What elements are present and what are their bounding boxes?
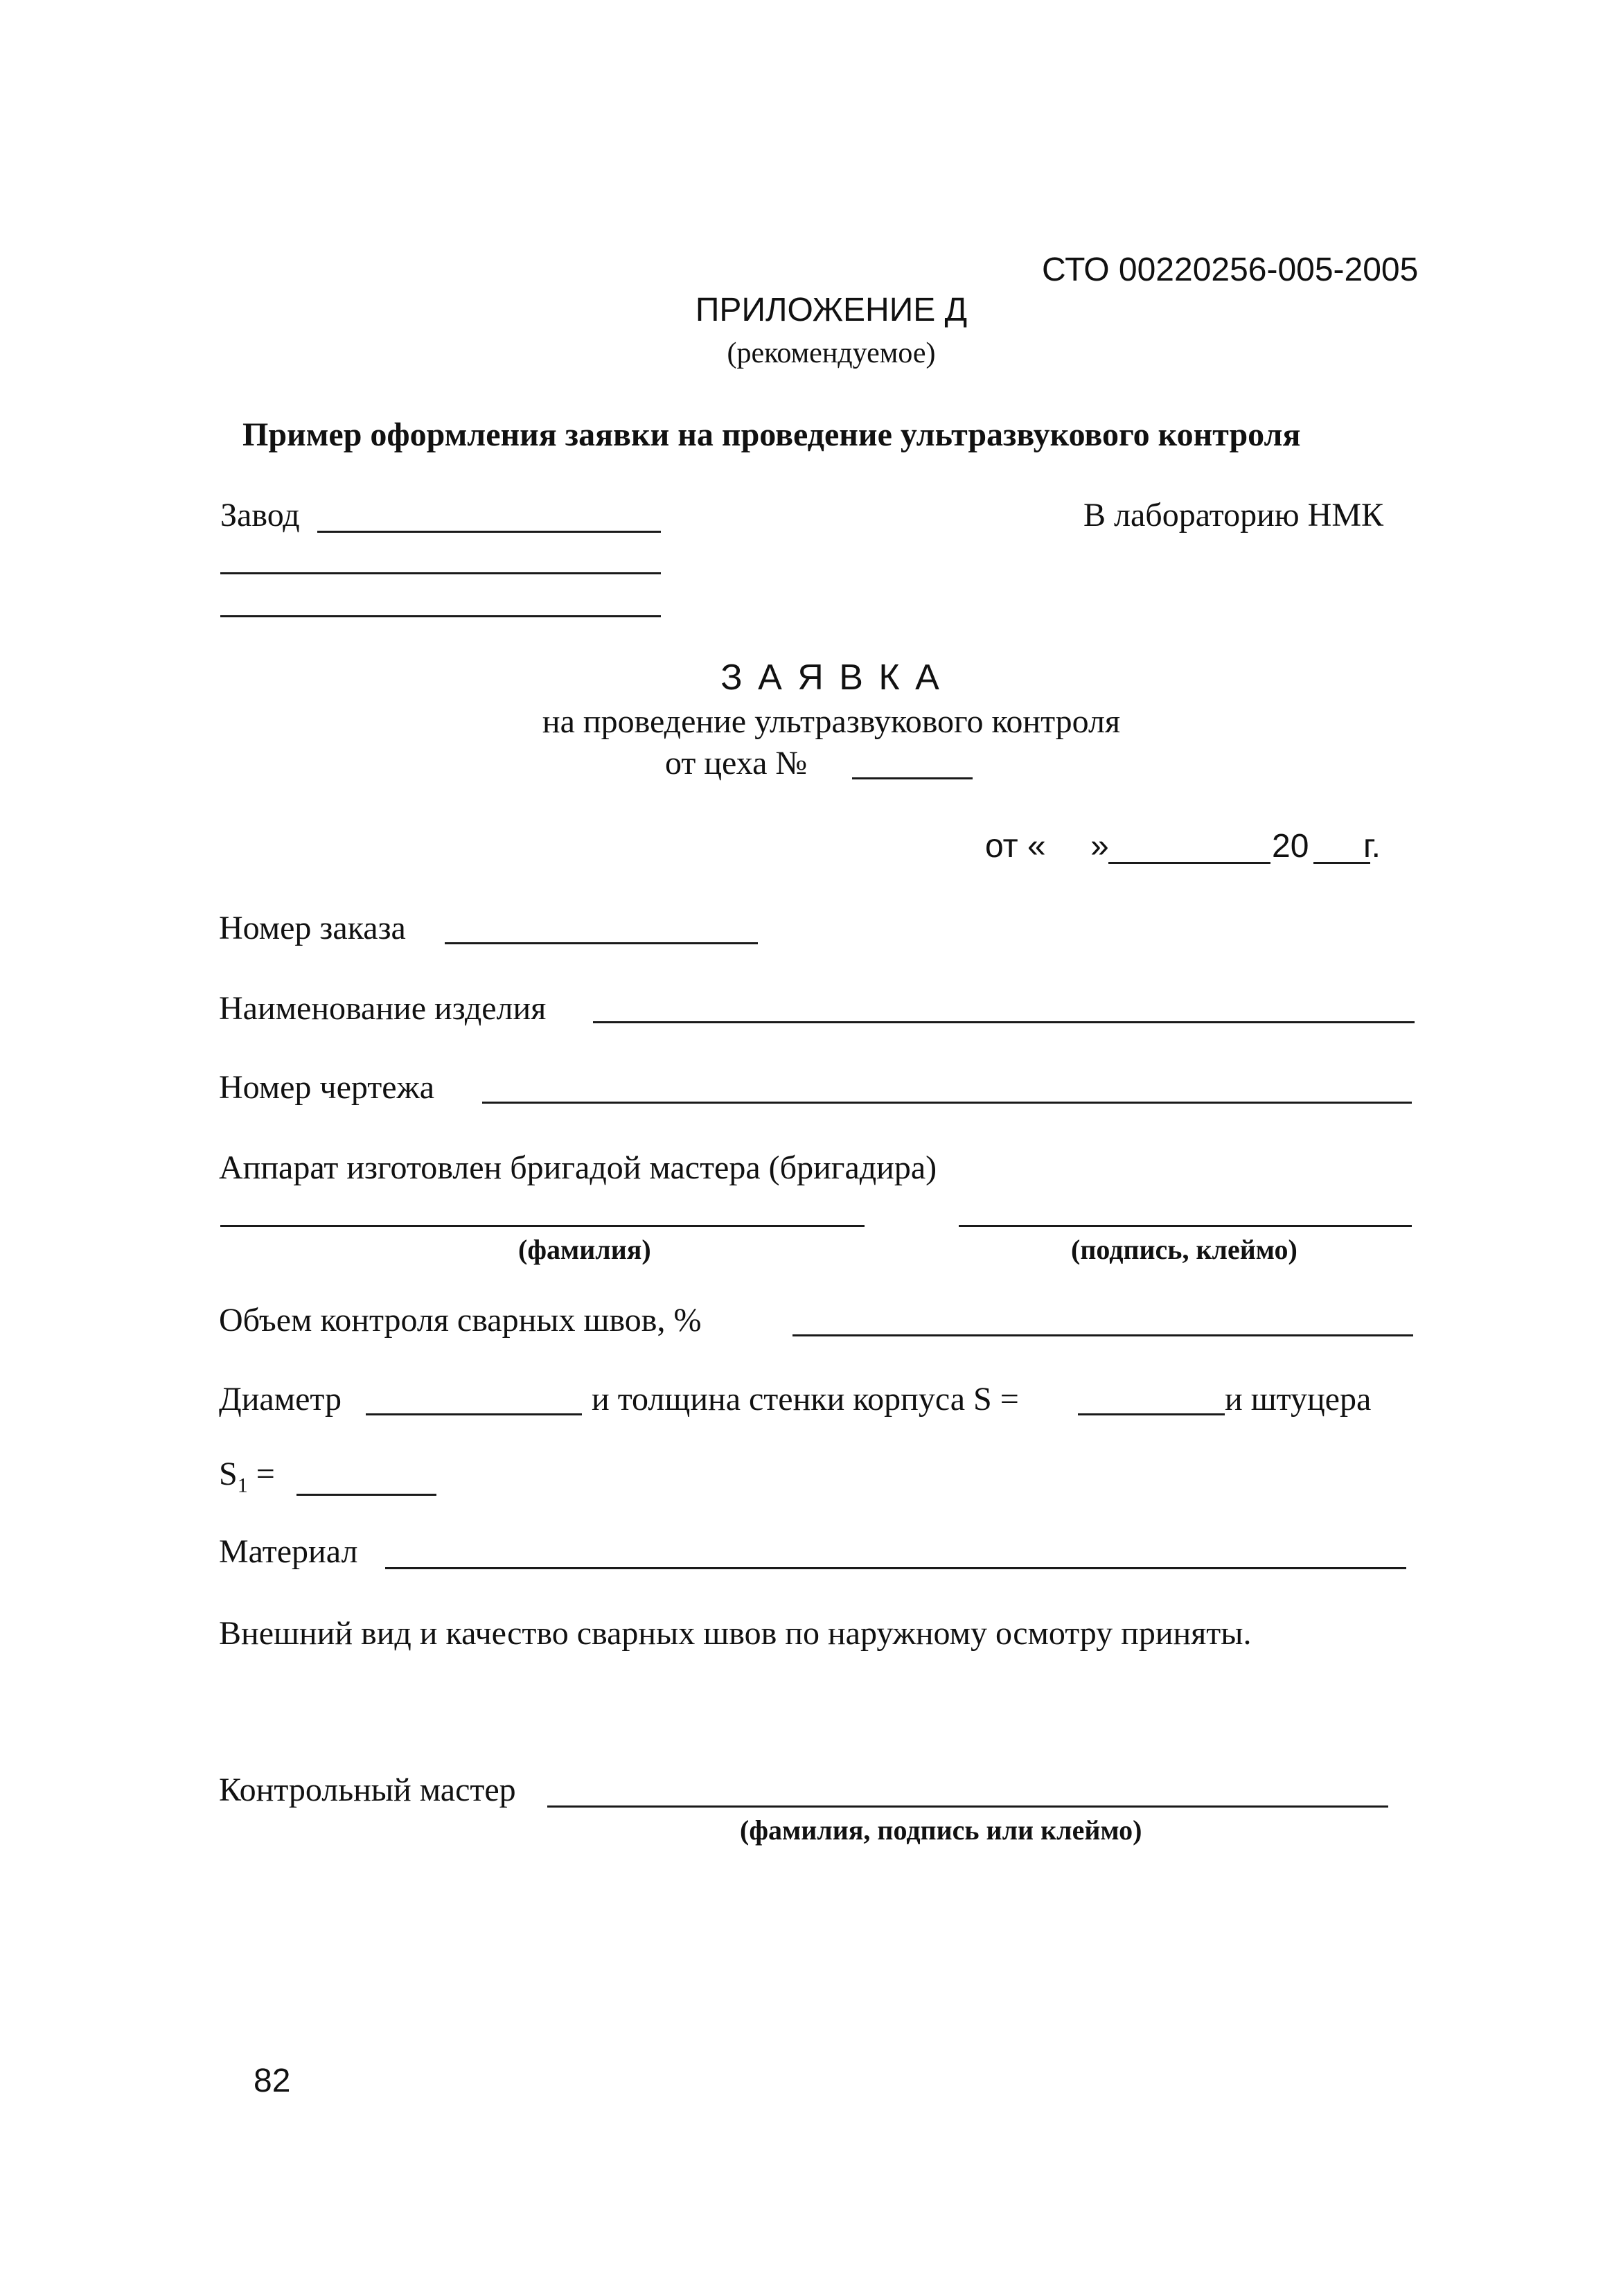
weld-volume-field[interactable] <box>792 1334 1413 1336</box>
product-name-field[interactable] <box>593 1021 1415 1023</box>
s1-label: $S_1$ = <box>219 1456 275 1497</box>
wall-thickness-field[interactable] <box>1078 1413 1225 1415</box>
date-year-field[interactable] <box>1313 862 1370 864</box>
plant-label: Завод <box>220 497 300 533</box>
wall-thickness-label: и толщина стенки корпуса S = <box>592 1381 1019 1418</box>
material-label: Материал <box>219 1533 358 1570</box>
appendix-status: (рекомендуемое) <box>727 337 936 369</box>
workshop-number-field[interactable] <box>852 777 973 779</box>
signature-field[interactable] <box>959 1225 1412 1227</box>
product-name-label: Наименование изделия <box>219 990 547 1027</box>
plant-field-line-2[interactable] <box>220 572 661 574</box>
drawing-number-field[interactable] <box>482 1102 1412 1104</box>
plant-field-line-1[interactable] <box>317 531 661 533</box>
fitting-label: и штуцера <box>1225 1381 1372 1418</box>
manufactured-by-label: Аппарат изготовлен бригадой мастера (бригадира) <box>219 1149 937 1186</box>
example-title: Пример оформления заявки на проведение ультразвукового контроля <box>242 416 1301 453</box>
surname-field[interactable] <box>220 1225 865 1227</box>
workshop-label: от цеха № <box>665 745 808 781</box>
inspection-statement: Внешний вид и качество сварных швов по наружному осмотру приняты. <box>219 1615 1252 1652</box>
recipient-label: В лабораторию НМК <box>1083 497 1384 533</box>
appendix-title: ПРИЛОЖЕНИЕ Д <box>695 292 968 328</box>
controller-caption: (фамилия, подпись или клеймо) <box>740 1814 1142 1846</box>
s1-field[interactable] <box>296 1494 436 1496</box>
date-suffix: г. <box>1363 828 1381 865</box>
signature-caption: (подпись, клеймо) <box>1071 1234 1297 1265</box>
weld-volume-label: Объем контроля сварных швов, % <box>219 1302 702 1339</box>
drawing-number-label: Номер чертежа <box>219 1069 434 1106</box>
date-month-field[interactable] <box>1108 862 1270 864</box>
request-title: З А Я В К А <box>720 657 942 698</box>
date-prefix: от « <box>985 828 1046 865</box>
diameter-field[interactable] <box>366 1413 582 1415</box>
controller-field[interactable] <box>547 1805 1388 1808</box>
surname-caption: (фамилия) <box>518 1234 651 1265</box>
request-subtitle: на проведение ультразвукового контроля <box>542 703 1121 740</box>
date-quote-close: » <box>1090 828 1109 865</box>
order-number-field[interactable] <box>445 942 758 944</box>
diameter-label: Диаметр <box>219 1381 342 1418</box>
order-number-label: Номер заказа <box>219 910 406 946</box>
standard-code: СТО 00220256-005-2005 <box>1042 251 1419 288</box>
controller-label: Контрольный мастер <box>219 1772 516 1808</box>
date-century: 20 <box>1272 828 1309 865</box>
page-number: 82 <box>254 2063 291 2099</box>
material-field[interactable] <box>385 1567 1406 1569</box>
plant-field-line-3[interactable] <box>220 615 661 617</box>
